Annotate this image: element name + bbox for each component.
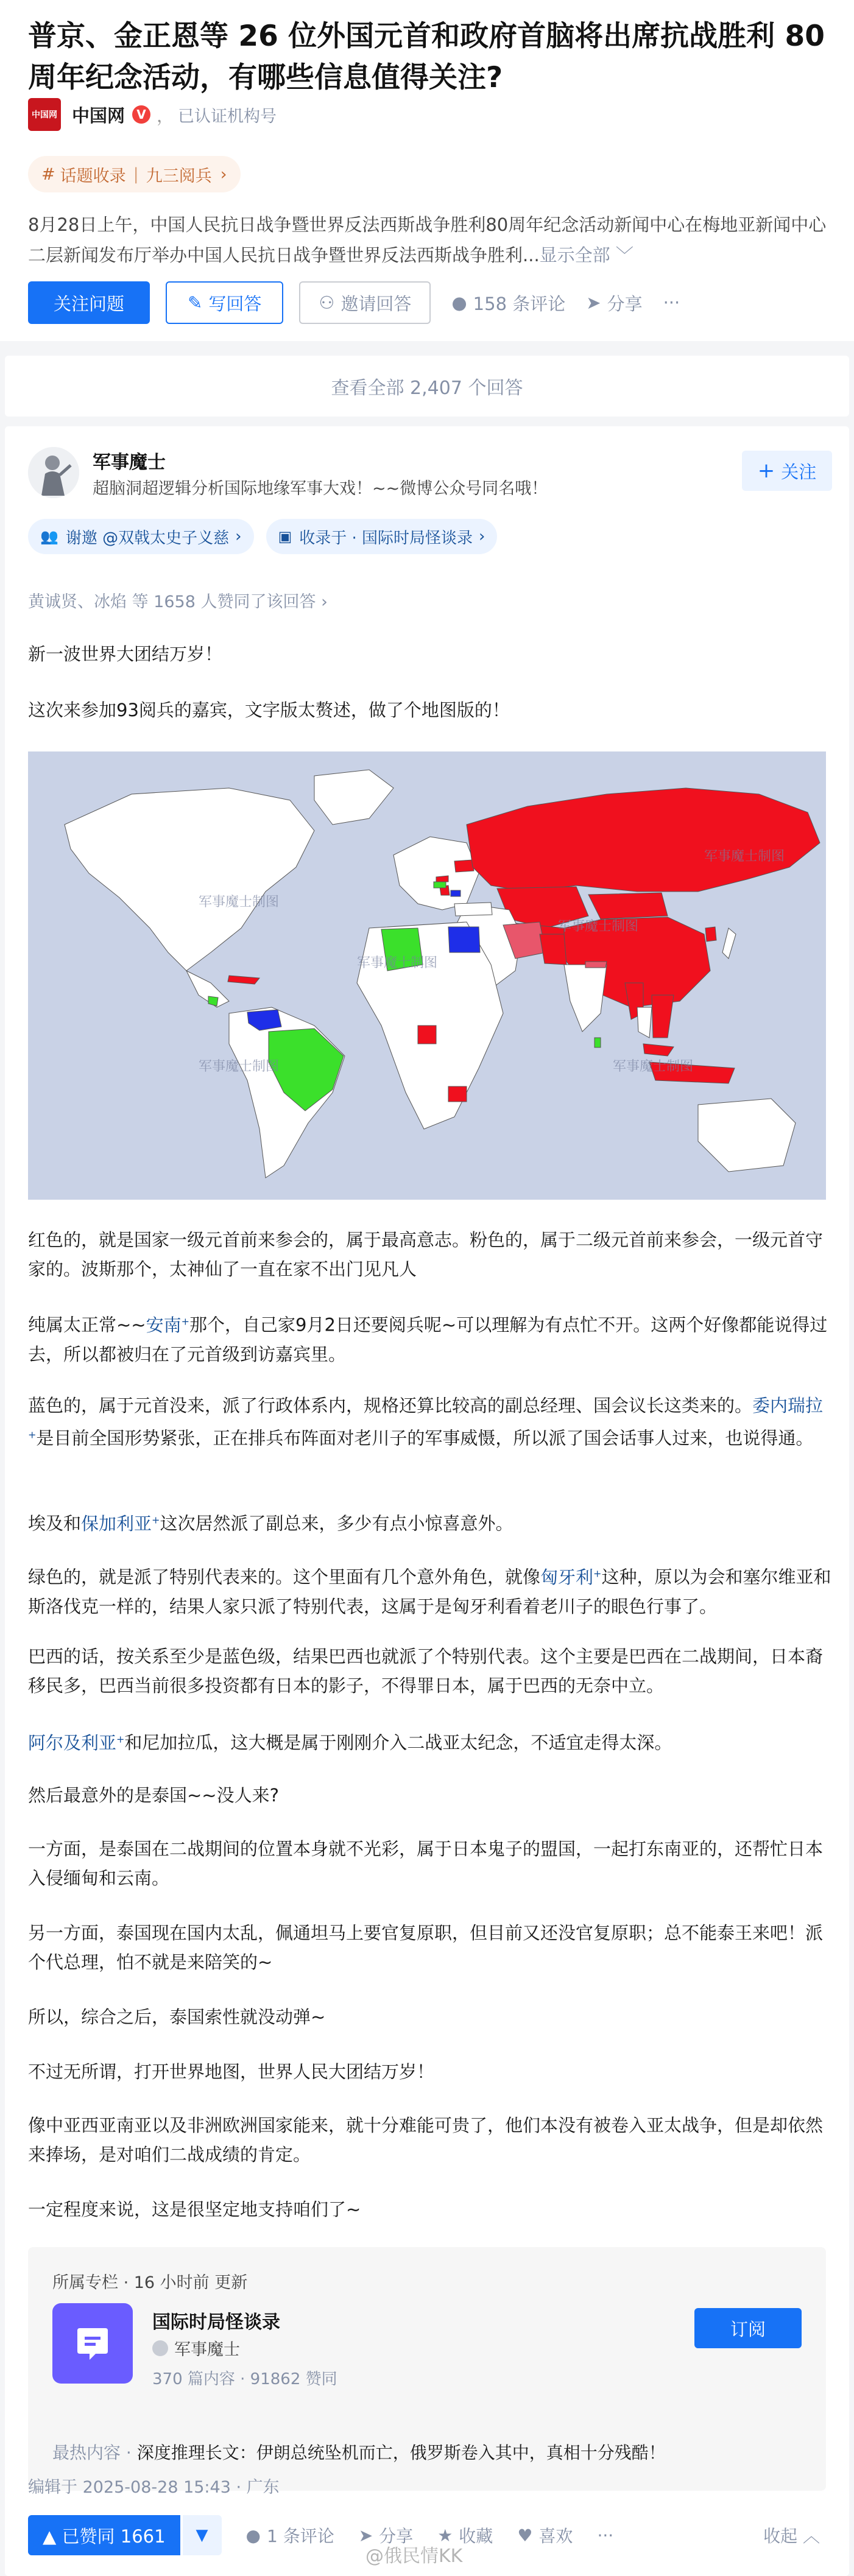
column-icon: ▣ — [278, 528, 292, 545]
view-all-answers-button[interactable]: 查看全部 2,407 个回答 — [5, 356, 849, 417]
map-watermark: 军事魔士制图 — [199, 895, 280, 910]
land-pakistan — [540, 934, 566, 965]
avatar[interactable] — [28, 447, 79, 498]
invite-answer-button[interactable] — [299, 281, 431, 324]
follow-label: 关注 — [781, 461, 817, 482]
heart-icon: ♥ — [517, 2525, 533, 2546]
answer-paragraph: 所以，综合之后，泰国索性就没动弹~ — [28, 2007, 326, 2027]
topic-link[interactable] — [81, 1513, 160, 1534]
answer-author — [28, 443, 832, 504]
star-icon: ★ — [437, 2525, 453, 2546]
comments-label: 158 条评论 — [473, 293, 566, 314]
land-egypt — [448, 927, 480, 952]
share-icon: ➤ — [586, 292, 601, 313]
land-slovakia — [436, 876, 448, 882]
comment-button[interactable] — [246, 2523, 334, 2547]
subscribe-button[interactable]: 订阅 — [694, 2308, 802, 2348]
link-text: 安南 — [146, 1314, 182, 1336]
comments-button[interactable] — [451, 290, 565, 315]
invite-tag[interactable] — [28, 519, 254, 554]
link-sup: + — [28, 1429, 37, 1440]
question-actions — [28, 281, 680, 324]
write-answer-label: 写回答 — [208, 293, 262, 314]
world-map-image[interactable] — [28, 751, 826, 1200]
hot-article-title: 深度推理长文：伊朗总统坠机而亡，俄罗斯卷入其中，真相十分残酷！ — [136, 2443, 666, 2463]
paragraph-text: 蓝色的，属于元首没来，派了行政体系内，规格还算比较高的副总经理、国会议长这类来的。 — [28, 1395, 753, 1416]
comment-label: 1 条评论 — [266, 2526, 334, 2546]
chevron-right-icon: › — [479, 527, 485, 546]
answer-paragraph — [28, 1391, 832, 1453]
world-map — [28, 751, 826, 1200]
answer-paragraph: 这次来参加93阅兵的嘉宾，文字版太赘述，做了个地图版的！ — [28, 700, 510, 720]
paragraph-text: 那个，自己家9月2日还要阅兵呢~可以理解为有点忙不开。这两个好像都能说得过去，所以都被归在了元首级到访嘉宾里。 — [28, 1314, 828, 1365]
like-button[interactable] — [517, 2523, 573, 2547]
answer-paragraph: 另一方面，泰国现在国内太乱，佩通坦马上要官复原职，但目前又还没官复原职；总不能泰王来吧！派个代总理，怕不就是来陪笑的~ — [28, 1923, 824, 1972]
topic-link[interactable] — [540, 1567, 601, 1588]
plus-icon: + — [757, 459, 775, 483]
answer-tags — [28, 519, 509, 554]
invite-people-icon: 👥 — [40, 528, 58, 545]
show-all-link[interactable]: 显示全部 — [539, 245, 610, 266]
source-name[interactable]: 中国网 — [72, 105, 125, 126]
topic-link[interactable] — [28, 1733, 124, 1753]
share-label: 分享 — [607, 293, 643, 314]
topic-name: 九三阅兵 — [146, 166, 212, 186]
answer-paragraph: 巴西的话，按关系至少是蓝色级，结果巴西也就派了个特别代表。这个主要是巴西在二战期间，日本裔移民多，巴西当前很多投资都有日本的影子，不得罪日本，属于巴西的无奈中立。 — [28, 1646, 824, 1696]
invite-icon: ⚇ — [319, 292, 335, 313]
answer-paragraph: 一方面，是泰国在二战期间的位置本身就不光彩，属于日本鬼子的盟国，一起打东南亚的，还帮忙日本入侵缅甸和云南。 — [28, 1839, 824, 1888]
land-belarus — [454, 860, 474, 872]
map-watermark: 军事魔士制图 — [357, 955, 438, 971]
chevron-down-icon: ﹀ — [610, 245, 633, 266]
invite-tag-label: 谢邀 @双戟太史子义慈 — [65, 529, 230, 547]
column-logo-icon[interactable] — [52, 2303, 133, 2384]
link-sup: + — [181, 1315, 190, 1327]
upvote-button[interactable]: ▲ 已赞同 1661 — [28, 2515, 180, 2555]
answer-paragraph — [28, 1725, 832, 1758]
answer-paragraph — [28, 1505, 832, 1538]
land-mongolia — [588, 893, 668, 919]
land-sri-lanka — [595, 1038, 601, 1047]
verified-icon: V — [132, 105, 150, 124]
question-title[interactable]: 普京、金正恩等 26 位外国元首和政府首脑将出席抗战胜利 80 周年纪念活动，有哪些信息值得关注? — [28, 19, 825, 94]
paragraph-text: 这次居然派了副总来，多少有点小惊喜意外。 — [160, 1513, 513, 1534]
answer-paragraph: 新一波世界大团结万岁！ — [28, 644, 223, 664]
question-card — [0, 0, 854, 341]
map-watermark: 军事魔士制图 — [704, 849, 785, 864]
hash-icon: # — [41, 164, 55, 184]
verified-label: 已认证机构号 — [178, 107, 277, 126]
column-author[interactable] — [152, 2336, 240, 2360]
chevron-right-icon: › — [220, 164, 227, 184]
more-button[interactable]: ··· — [597, 2525, 614, 2546]
question-excerpt[interactable] — [28, 209, 832, 270]
column-logo-glyph — [71, 2322, 114, 2365]
paragraph-text: 是目前全国形势紧张，正在排兵布阵面对老川子的军事威慑，所以派了国会话事人过来，也说得通。 — [36, 1427, 814, 1449]
chevron-right-icon: › — [321, 593, 328, 611]
column-stats: 370 篇内容 · 91862 赞同 — [152, 2370, 337, 2388]
collapse-button[interactable]: 收起 ︿ — [763, 2526, 820, 2546]
question-source — [28, 97, 277, 132]
topic-tag[interactable] — [28, 156, 241, 192]
answer-paragraph: 不过无所谓，打开世界地图，世界人民大团结万岁！ — [28, 2061, 435, 2082]
topic-link[interactable] — [146, 1315, 189, 1336]
link-text: 委内瑞拉 — [752, 1395, 824, 1416]
answer-paragraph: 像中亚西亚南亚以及非洲欧洲国家能来，就十分难能可贵了，他们本没有被卷入亚太战争，但是却依然来捧场，是对咱们二战成绩的肯定。 — [28, 2115, 824, 2165]
pencil-icon: ✎ — [188, 292, 203, 313]
answer-paragraph: 然后最意外的是泰国~~没人来? — [28, 1785, 279, 1806]
invite-answer-label: 邀请回答 — [341, 293, 412, 314]
share-button[interactable] — [586, 290, 642, 315]
share-label: 分享 — [379, 2526, 414, 2546]
land-hungary — [434, 882, 446, 888]
land-congo — [418, 1026, 436, 1044]
map-watermark: 军事魔士制图 — [558, 919, 639, 934]
more-button[interactable]: ··· — [663, 292, 680, 313]
excerpt-text: 8月28日上午，中国人民抗日战争暨世界反法西斯战争胜利80周年纪念活动新闻中心在梅地亚新闻中心二层新闻发布厅举办中国人民抗日战争暨世界反法西斯战争胜利... — [28, 214, 827, 266]
comment-icon: ● — [245, 2525, 261, 2546]
hot-label: 最热内容 · — [52, 2443, 137, 2463]
link-sup: + — [116, 1733, 125, 1745]
paragraph-text: 和尼加拉瓜，这大概是属于刚刚介入二战亚太纪念，不适宜走得太深。 — [124, 1732, 672, 1753]
answer-paragraph: 一定程度来说，这是很坚定地支持咱们了~ — [28, 2199, 361, 2220]
share-icon: ➤ — [358, 2525, 373, 2546]
liked-by[interactable] — [28, 588, 328, 612]
column-tag-label: 收录于 · 国际时局怪谈录 — [299, 529, 473, 547]
paragraph-text: 绿色的，就是派了特别代表来的。这个里面有几个意外角色，就像 — [28, 1566, 541, 1588]
link-text: 匈牙利 — [540, 1566, 594, 1588]
topic-divider: | — [133, 164, 139, 184]
link-text: 保加利亚 — [81, 1513, 152, 1534]
like-label: 喜欢 — [538, 2526, 573, 2546]
author-mini-avatar — [152, 2340, 168, 2356]
image-watermark: @俄民情KK — [365, 2546, 463, 2567]
land-bulgaria — [451, 890, 461, 896]
edited-time: 编辑于 2025-08-28 15:43 · 广东 — [28, 2478, 280, 2497]
column-hot-article[interactable] — [52, 2440, 666, 2464]
land-nepal — [585, 962, 607, 968]
link-sup: + — [152, 1514, 160, 1526]
author-name[interactable]: 军事魔士 — [93, 452, 166, 473]
answer-paragraph — [28, 1559, 832, 1621]
author-bio: 超脑洞超逻辑分析国际地缘军事大戏！~~微博公众号同名哦！ — [93, 479, 548, 498]
follow-author-button[interactable] — [742, 451, 832, 491]
land-turkey — [454, 903, 492, 916]
answer-paragraph — [28, 1307, 832, 1369]
map-watermark: 军事魔士制图 — [199, 1059, 280, 1074]
follow-question-button[interactable]: 关注问题 — [28, 281, 150, 324]
map-watermark: 军事魔士制图 — [613, 1059, 694, 1074]
column-author-name: 军事魔士 — [174, 2340, 240, 2359]
land-zimbabwe — [448, 1086, 467, 1102]
chevron-right-icon: › — [235, 527, 242, 546]
paragraph-text: 埃及和 — [28, 1513, 82, 1534]
comment-icon: ● — [451, 292, 467, 313]
column-card[interactable] — [28, 2247, 826, 2491]
liked-by-text: 黄诚贤、冰焰 等 1658 人赞同了该回答 — [28, 593, 316, 611]
paragraph-text: 这种，原以为会和塞尔维亚和斯洛伐克一样的，结果人家只派了特别代表，这属于是匈牙利看着老川子的眼色行事了。 — [28, 1566, 831, 1617]
avatar-figure — [28, 447, 79, 498]
link-text: 阿尔及利亚 — [28, 1732, 117, 1753]
link-sup: + — [593, 1568, 602, 1579]
source-separator: ， — [157, 105, 175, 126]
topic-label: 话题收录 — [60, 166, 126, 186]
favorite-label: 收藏 — [459, 2526, 493, 2546]
downvote-button[interactable]: ▼ — [183, 2515, 222, 2555]
column-tag[interactable] — [266, 519, 498, 554]
column-meta: 所属专栏 · 16 小时前 更新 — [52, 2273, 248, 2292]
source-logo[interactable]: 中国网 — [28, 98, 61, 131]
land-north-korea — [705, 927, 716, 941]
column-title[interactable]: 国际时局怪谈录 — [152, 2312, 280, 2333]
paragraph-text: 纯属太正常~~ — [28, 1314, 146, 1336]
answer-paragraph: 红色的，就是国家一级元首前来参会的，属于最高意志。粉色的，属于二级元首前来参会，一级元首守家的。波斯那个，太神仙了一直在家不出门见凡人 — [28, 1230, 824, 1279]
write-answer-button[interactable] — [166, 281, 283, 324]
